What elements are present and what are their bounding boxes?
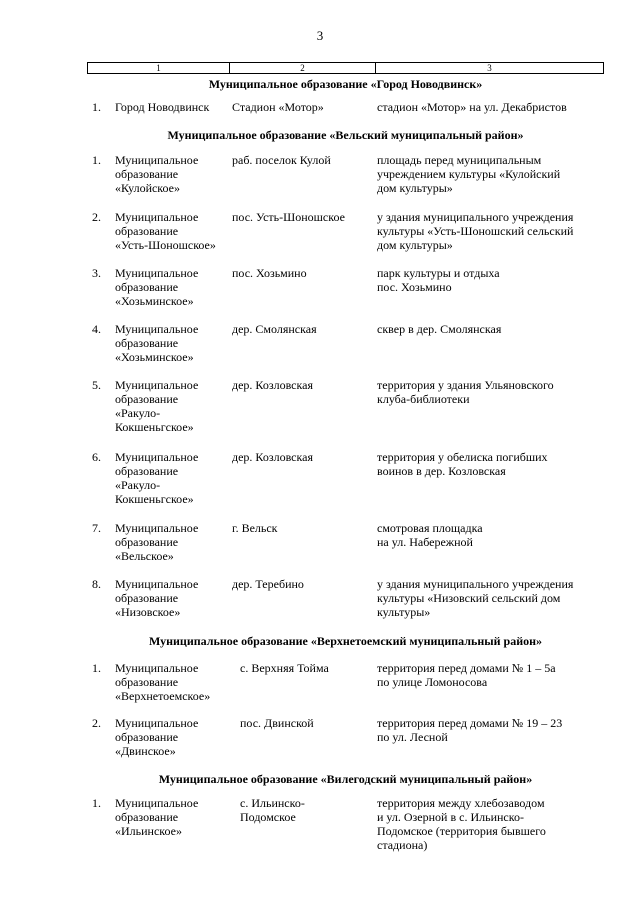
municipality-line: образование bbox=[115, 535, 179, 549]
section-title-verkhnetoemsky: Муниципальное образование «Верхнетоемский муниципальный район» bbox=[148, 634, 543, 648]
locality-line: дер. Козловская bbox=[232, 378, 313, 392]
municipality-line: «Двинское» bbox=[115, 744, 176, 758]
place-line: стадион «Мотор» на ул. Декабристов bbox=[377, 100, 567, 114]
place-line: площадь перед муниципальным bbox=[377, 153, 542, 167]
municipality-line: Муниципальное bbox=[115, 577, 199, 591]
locality-cell bbox=[232, 210, 372, 224]
place-line: сквер в дер. Смолянская bbox=[377, 322, 502, 336]
municipality-line: Муниципальное bbox=[115, 521, 199, 535]
locality-line: дер. Козловская bbox=[232, 450, 313, 464]
locality-line: Стадион «Мотор» bbox=[232, 100, 324, 114]
municipality-cell bbox=[115, 577, 235, 619]
municipality-cell bbox=[115, 210, 235, 252]
place-cell bbox=[377, 378, 602, 406]
place-line: стадиона) bbox=[377, 838, 428, 852]
row-number: 1. bbox=[92, 100, 101, 114]
municipality-line: образование bbox=[115, 280, 179, 294]
place-cell bbox=[377, 210, 602, 252]
place-line: территория перед домами № 1 – 5а bbox=[377, 661, 556, 675]
place-line: территория между хлебозаводом bbox=[377, 796, 545, 810]
row-number: 4. bbox=[92, 322, 101, 336]
municipality-line: Муниципальное bbox=[115, 450, 199, 464]
row-number: 8. bbox=[92, 577, 101, 591]
municipality-cell bbox=[115, 100, 235, 114]
locality-cell bbox=[240, 661, 380, 675]
locality-cell bbox=[232, 378, 372, 392]
place-cell bbox=[377, 521, 602, 549]
place-line: смотровая площадка bbox=[377, 521, 483, 535]
locality-cell bbox=[232, 100, 372, 114]
header-col-1: 1 bbox=[88, 63, 230, 73]
place-line: клуба-библиотеки bbox=[377, 392, 470, 406]
row-number: 6. bbox=[92, 450, 101, 464]
place-line: культуры» bbox=[377, 605, 431, 619]
locality-cell bbox=[240, 716, 380, 730]
municipality-line: «Низовское» bbox=[115, 605, 181, 619]
municipality-cell bbox=[115, 153, 235, 195]
locality-cell bbox=[232, 577, 372, 591]
municipality-line: образование bbox=[115, 167, 179, 181]
municipality-line: Муниципальное bbox=[115, 661, 199, 675]
place-line: у здания муниципального учреждения bbox=[377, 210, 574, 224]
place-cell bbox=[377, 661, 602, 689]
place-line: территория перед домами № 19 – 23 bbox=[377, 716, 563, 730]
municipality-line: Муниципальное bbox=[115, 796, 199, 810]
locality-cell bbox=[232, 450, 372, 464]
locality-cell bbox=[232, 266, 372, 280]
header-col-3: 3 bbox=[487, 63, 492, 73]
place-line: территория у здания Ульяновского bbox=[377, 378, 554, 392]
row-number: 2. bbox=[92, 716, 101, 730]
locality-line: пос. Усть-Шоношское bbox=[232, 210, 345, 224]
place-line: по улице Ломоносова bbox=[377, 675, 488, 689]
section-title-velsk: Муниципальное образование «Вельский муниципальный район» bbox=[167, 128, 524, 142]
municipality-cell bbox=[115, 661, 235, 703]
municipality-line: образование bbox=[115, 810, 179, 824]
municipality-cell bbox=[115, 266, 235, 308]
section-title-novodvinsk: Муниципальное образование «Город Новодвинск» bbox=[208, 77, 483, 91]
municipality-line: «Вельское» bbox=[115, 549, 174, 563]
municipality-cell bbox=[115, 322, 235, 364]
row-number: 5. bbox=[92, 378, 101, 392]
municipality-line: Муниципальное bbox=[115, 266, 199, 280]
municipality-line: образование bbox=[115, 224, 179, 238]
place-line: пос. Хозьмино bbox=[377, 280, 452, 294]
header-col-2: 2 bbox=[230, 63, 376, 73]
municipality-line: «Ильинское» bbox=[115, 824, 182, 838]
locality-line: раб. поселок Кулой bbox=[232, 153, 331, 167]
section-title-vilegodsky: Муниципальное образование «Вилегодский муниципальный район» bbox=[158, 772, 533, 786]
municipality-line: «Усть-Шоношское» bbox=[115, 238, 216, 252]
row-number: 1. bbox=[92, 796, 101, 810]
place-line: территория у обелиска погибших bbox=[377, 450, 548, 464]
municipality-line: «Ракуло- bbox=[115, 406, 161, 420]
locality-line: пос. Хозьмино bbox=[232, 266, 307, 280]
municipality-cell bbox=[115, 450, 235, 506]
locality-line: с. Ильинско- bbox=[240, 796, 305, 810]
locality-line: дер. Смолянская bbox=[232, 322, 317, 336]
municipality-line: Муниципальное bbox=[115, 378, 199, 392]
municipality-line: образование bbox=[115, 392, 179, 406]
row-number: 1. bbox=[92, 661, 101, 675]
place-cell bbox=[377, 266, 602, 294]
municipality-line: «Ракуло- bbox=[115, 478, 161, 492]
municipality-line: образование bbox=[115, 675, 179, 689]
locality-line: дер. Теребино bbox=[232, 577, 304, 591]
municipality-line: образование bbox=[115, 464, 179, 478]
municipality-line: «Верхнетоемское» bbox=[115, 689, 211, 703]
place-line: по ул. Лесной bbox=[377, 730, 448, 744]
place-line: на ул. Набережной bbox=[377, 535, 473, 549]
place-line: культуры «Усть-Шоношский сельский bbox=[377, 224, 574, 238]
place-line: учреждением культуры «Кулойский bbox=[377, 167, 561, 181]
locality-cell bbox=[232, 153, 372, 167]
municipality-line: образование bbox=[115, 336, 179, 350]
place-line: дом культуры» bbox=[377, 238, 453, 252]
locality-line: пос. Двинской bbox=[240, 716, 314, 730]
place-line: Подомское (территория бывшего bbox=[377, 824, 546, 838]
place-cell bbox=[377, 322, 602, 336]
place-line: воинов в дер. Козловская bbox=[377, 464, 506, 478]
place-line: у здания муниципального учреждения bbox=[377, 577, 574, 591]
municipality-line: Кокшеньгское» bbox=[115, 420, 194, 434]
locality-cell bbox=[232, 521, 372, 535]
locality-line: Подомское bbox=[240, 810, 296, 824]
municipality-cell bbox=[115, 716, 235, 758]
municipality-line: Кокшеньгское» bbox=[115, 492, 194, 506]
place-line: и ул. Озерной в с. Ильинско- bbox=[377, 810, 524, 824]
place-cell bbox=[377, 716, 602, 744]
municipality-line: образование bbox=[115, 591, 179, 605]
place-line: парк культуры и отдыха bbox=[377, 266, 500, 280]
municipality-line: Город Новодвинск bbox=[115, 100, 210, 114]
municipality-cell bbox=[115, 521, 235, 563]
place-cell bbox=[377, 153, 602, 195]
municipality-cell bbox=[115, 796, 235, 838]
place-line: дом культуры» bbox=[377, 181, 453, 195]
place-cell bbox=[377, 796, 602, 852]
page-number: 3 bbox=[316, 28, 324, 43]
locality-cell bbox=[232, 322, 372, 336]
place-cell bbox=[377, 100, 602, 114]
locality-line: с. Верхняя Тойма bbox=[240, 661, 329, 675]
municipality-line: «Хозьминское» bbox=[115, 350, 194, 364]
municipality-cell bbox=[115, 378, 235, 434]
municipality-line: образование bbox=[115, 730, 179, 744]
municipality-line: «Хозьминское» bbox=[115, 294, 194, 308]
table-header-row bbox=[87, 62, 604, 74]
row-number: 7. bbox=[92, 521, 101, 535]
municipality-line: Муниципальное bbox=[115, 153, 199, 167]
municipality-line: Муниципальное bbox=[115, 716, 199, 730]
row-number: 3. bbox=[92, 266, 101, 280]
locality-cell bbox=[240, 796, 380, 824]
row-number: 2. bbox=[92, 210, 101, 224]
place-line: культуры «Низовский сельский дом bbox=[377, 591, 561, 605]
municipality-line: «Кулойское» bbox=[115, 181, 181, 195]
municipality-line: Муниципальное bbox=[115, 210, 199, 224]
place-cell bbox=[377, 450, 602, 478]
row-number: 1. bbox=[92, 153, 101, 167]
locality-line: г. Вельск bbox=[232, 521, 278, 535]
municipality-line: Муниципальное bbox=[115, 322, 199, 336]
place-cell bbox=[377, 577, 602, 619]
